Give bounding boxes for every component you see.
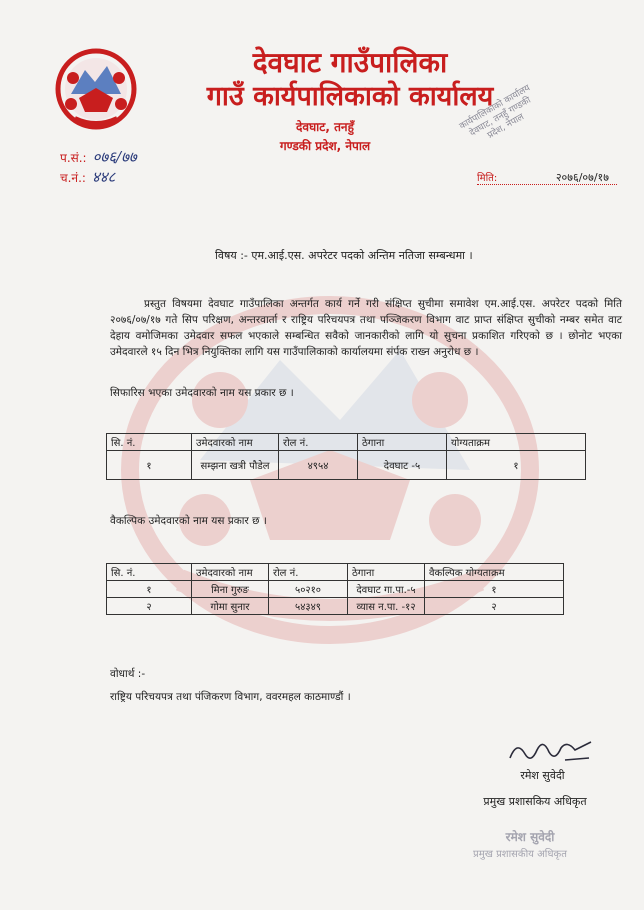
address-line1: देवघाट, तनहुँ [296, 120, 354, 134]
ps-label: प.सं.: [60, 151, 87, 165]
cell-rank: २ [425, 598, 564, 615]
date-value: २०७६/०७/१७ [555, 171, 609, 184]
office-stamp: कार्यपालिकाको कार्यालय देवघाट, तनहुँ गण्डकी प्रदेश, नेपाल [457, 83, 533, 142]
cell-address: व्यास न.पा. -१२ [348, 598, 425, 615]
table-row [107, 598, 564, 615]
cell-name: सम्झना खत्री पौडेल [192, 451, 279, 480]
seal-title-stamp: प्रमुख प्रशासकीय अधिकृत [473, 849, 567, 860]
cell-name: मिना गुरुङ [192, 581, 269, 598]
reference-ps [60, 147, 137, 167]
address-line2: गण्डकी प्रदेश, नेपाल [279, 139, 371, 153]
cell-sn: २ [107, 598, 192, 615]
office-address [250, 118, 400, 156]
cell-roll: ५४३४९ [269, 598, 348, 615]
signer-name: रमेश सुवेदी [520, 769, 565, 782]
date-line [477, 170, 617, 185]
cell-address: देवघाट -५ [358, 451, 447, 480]
alternative-intro: वैकल्पिक उमेदवारको नाम यस प्रकार छ । [110, 515, 267, 527]
letter-subject: विषय :- एम.आई.एस. अपरेटर पदको अन्तिम नतिजा सम्बन्धमा । [215, 249, 473, 262]
reference-cn [60, 167, 115, 187]
cell-name: गोमा सुनार [192, 598, 269, 615]
cell-sn: १ [107, 451, 192, 480]
seal-name-stamp: रमेश सुवेदी [505, 830, 555, 844]
ps-value: ०७६/७७ [92, 148, 137, 166]
header-cell: ठेगाना [358, 434, 447, 451]
header-cell: सि. नं. [107, 434, 192, 451]
cc-label: वोधार्थ :- [110, 668, 146, 680]
cc-text: राष्ट्रिय परिचयपत्र तथा पंजिकरण विभाग, ववरमहल काठमाण्डौं । [110, 691, 351, 703]
recommended-table [106, 433, 586, 480]
table-row [107, 451, 586, 480]
alternative-table [106, 563, 564, 615]
office-name-line1: देवघाट गाउँपालिका [252, 46, 448, 79]
cell-sn: १ [107, 581, 192, 598]
cell-rank: १ [425, 581, 564, 598]
table-header-row [107, 564, 564, 581]
handwritten-signature [505, 730, 595, 770]
header-cell: रोल नं. [269, 564, 348, 581]
cn-value: ४४८ [91, 168, 116, 186]
cell-roll: ५०२१० [269, 581, 348, 598]
cn-label: च.नं.: [60, 171, 86, 185]
table-row [107, 581, 564, 598]
cell-roll: ४९५४ [279, 451, 358, 480]
header-cell: उमेदवारको नाम [192, 434, 279, 451]
header-cell: रोल नं. [279, 434, 358, 451]
cell-address: देवघाट गा.पा.-५ [348, 581, 425, 598]
header-cell: वैकल्पिक योग्यताक्रम [425, 564, 564, 581]
office-name-line2: गाउँ कार्यपालिकाको कार्यालय [206, 81, 494, 112]
cell-rank: १ [447, 451, 586, 480]
date-label: मिति: [477, 173, 498, 184]
table-header-row [107, 434, 586, 451]
header-cell: योग्यताक्रम [447, 434, 586, 451]
header-cell: ठेगाना [348, 564, 425, 581]
letter-paragraph: प्रस्तुत विषयमा देवघाट गाउँपालिका अन्तर्गत कार्य गर्ने गरी संक्षिप्त सुचीमा समावेश एम.आई.एस. अपरेटर पदको मिति २०७६/०७/१७ गते सिप परिक्षण, अन्तरवार्ता र राष्ट्रिय परिचयपत्र तथा पञ्जिकरण विभाग वाट प्राप्त संक्षिप्त सुचीको नम्बर समेत वाट देहाय वमोजिमका उमेदवार सफल भएकाले सम्बन्धित सवैको जानकारीको लागि यो सुचना प्रकाशित गरिएको छ । छोनोट भएका उमेदवारले १५ दिन भित्र नियुक्तिका लागि यस गाउँपालिकाको कार्यालयमा संर्पक राख्न अनुरोध छ । [110, 298, 622, 358]
signer-title: प्रमुख प्रशासकिय अधिकृत [483, 795, 587, 808]
nepal-government-emblem [55, 48, 137, 130]
recommended-intro: सिफारिस भएका उमेदवारको नाम यस प्रकार छ । [110, 387, 294, 399]
header-cell: सि. नं. [107, 564, 192, 581]
header-cell: उमेदवारको नाम [192, 564, 269, 581]
